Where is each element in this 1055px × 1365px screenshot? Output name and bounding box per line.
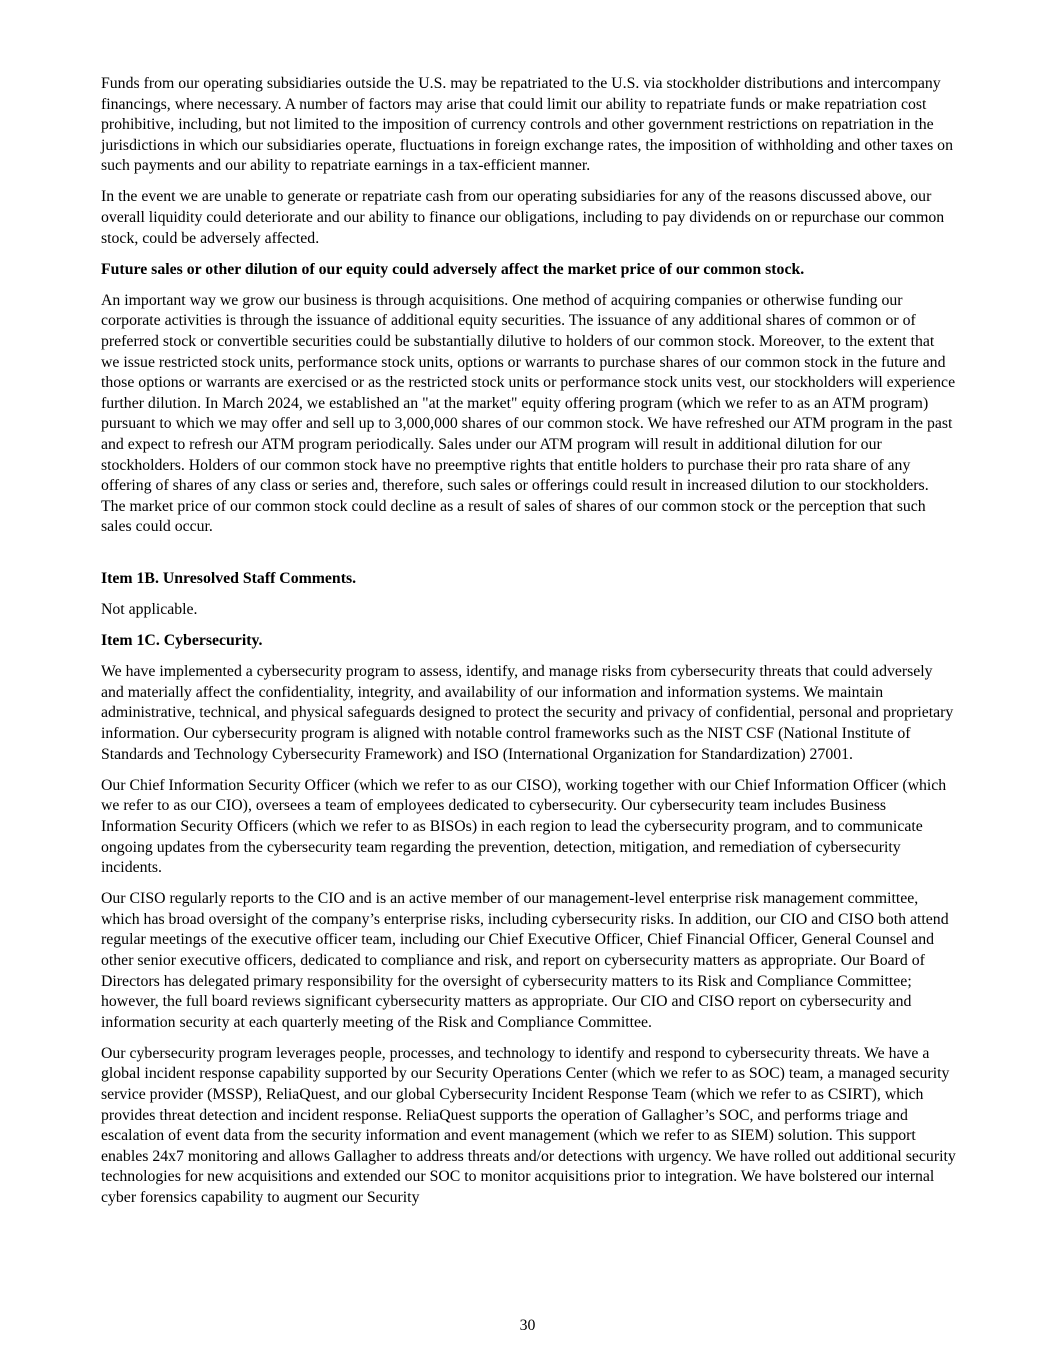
document-page [101, 74, 956, 1219]
page-number: 30 [519, 1317, 536, 1334]
risk-factor-heading-dilution: Future sales or other dilution of our equity could adversely affect the market price of our common stock. [101, 260, 805, 278]
item-1b-body: Not applicable. [101, 601, 198, 619]
item-1b-heading: Item 1B. Unresolved Staff Comments. [101, 569, 357, 587]
cybersecurity-paragraph-operations: Our cybersecurity program leverages people, processes, and technology to identify and respond to cybersecurity threats. We have a global incident response capability supported by our Security Operations Center (which we refer to as SOC) team, a managed security service provider (MSSP), ReliaQuest, and our global Cybersecurity Incident Response Team (which we refer to as CSIRT), which provides threat detection and incident response. ReliaQuest supports the operation of Gallagher’s SOC, and performs triage and escalation of event data from the security information and event management (which we refer to as SIEM) solution. This support enables 24x7 monitoring and allows Gallagher to address threats and/or detections with urgency. We have rolled out additional security technologies for new acquisitions and extended our SOC to monitor acquisitions prior to integration. We have bolstered our internal cyber forensics capability to augment our Security [101, 1044, 956, 1206]
paragraph-liquidity-risk: In the event we are unable to generate or repatriate cash from our operating subsidiaries for any of the reasons discussed above, our overall liquidity could deteriorate and our ability to finance our obligations, including to pay dividends on or repurchase our common stock, could be adversely affected. [101, 188, 945, 247]
paragraph-repatriation-funds: Funds from our operating subsidiaries outside the U.S. may be repatriated to the U.S. via stockholder distributions and intercompany financings, where necessary. A number of factors may arise that could limit our ability to repatriate funds or make repatriation cost prohibitive, including, but not limited to the imposition of currency controls and other government restrictions on repatriation in the jurisdictions in which our subsidiaries operate, fluctuations in foreign exchange rates, the imposition of withholding and other taxes on such payments and our ability to repatriate earnings in a tax-efficient manner. [101, 75, 953, 175]
item-1c-heading: Item 1C. Cybersecurity. [101, 632, 263, 650]
cybersecurity-paragraph-program: We have implemented a cybersecurity program to assess, identify, and manage risks from cybersecurity threats that could adversely and materially affect the confidentiality, integrity, and availability of our information and information systems. We maintain administrative, technical, and physical safeguards designed to protect the security and privacy of confidential, personal and proprietary information. Our cybersecurity program is aligned with notable control frameworks such as the NIST CSF (National Institute of Standards and Technology Cybersecurity Framework) and ISO (International Organization for Standardization) 27001. [101, 663, 954, 763]
paragraph-dilution: An important way we grow our business is through acquisitions. One method of acquiring companies or otherwise funding our corporate activities is through the issuance of additional equity securities. The issuance of any additional shares of common or of preferred stock or convertible securities could be substantially dilutive to holders of our common stock. Moreover, to the extent that we issue restricted stock units, performance stock units, options or warrants to purchase shares of our common stock in the future and those options or warrants are exercised or as the restricted stock units or performance stock units vest, our stockholders will experience further dilution. In March 2024, we established an "at the market" equity offering program (which we refer to as an ATM program) pursuant to which we may offer and sell up to 3,000,000 shares of our common stock. We have refreshed our ATM program in the past and expect to refresh our ATM program periodically. Sales under our ATM program will result in additional dilution for our stockholders. Holders of our common stock have no preemptive rights that entitle holders to purchase their pro rata share of any offering of shares of any class or series and, therefore, such sales or offerings could result in increased dilution to our stockholders. The market price of our common stock could decline as a result of sales of shares of our common stock or the perception that such sales could occur. [101, 291, 956, 536]
cybersecurity-paragraph-ciso: Our Chief Information Security Officer (which we refer to as our CISO), working together with our Chief Information Officer (which we refer to as our CIO), oversees a team of employees dedicated to cybersecurity. Our cybersecurity team includes Business Information Security Officers (which we refer to as BISOs) in each region to lead the cybersecurity program, and to communicate ongoing updates from the cybersecurity team regarding the prevention, detection, mitigation, and remediation of cybersecurity incidents. [101, 776, 947, 877]
cybersecurity-paragraph-reporting: Our CISO regularly reports to the CIO and is an active member of our management-level enterprise risk management committee, which has broad oversight of the company’s enterprise risks, including cybersecurity risks. In addition, our CIO and CISO both attend regular meetings of the executive officer team, including our Chief Executive Officer, Chief Financial Officer, General Counsel and other senior executive officers, dedicated to compliance and risk, and report on cybersecurity matters as appropriate. Our Board of Directors has delegated primary responsibility for the oversight of cybersecurity matters to its Risk and Compliance Committee; however, the full board reviews significant cybersecurity matters as appropriate. Our CIO and CISO report on cybersecurity and information security at each quarterly meeting of the Risk and Compliance Committee. [101, 890, 949, 1031]
